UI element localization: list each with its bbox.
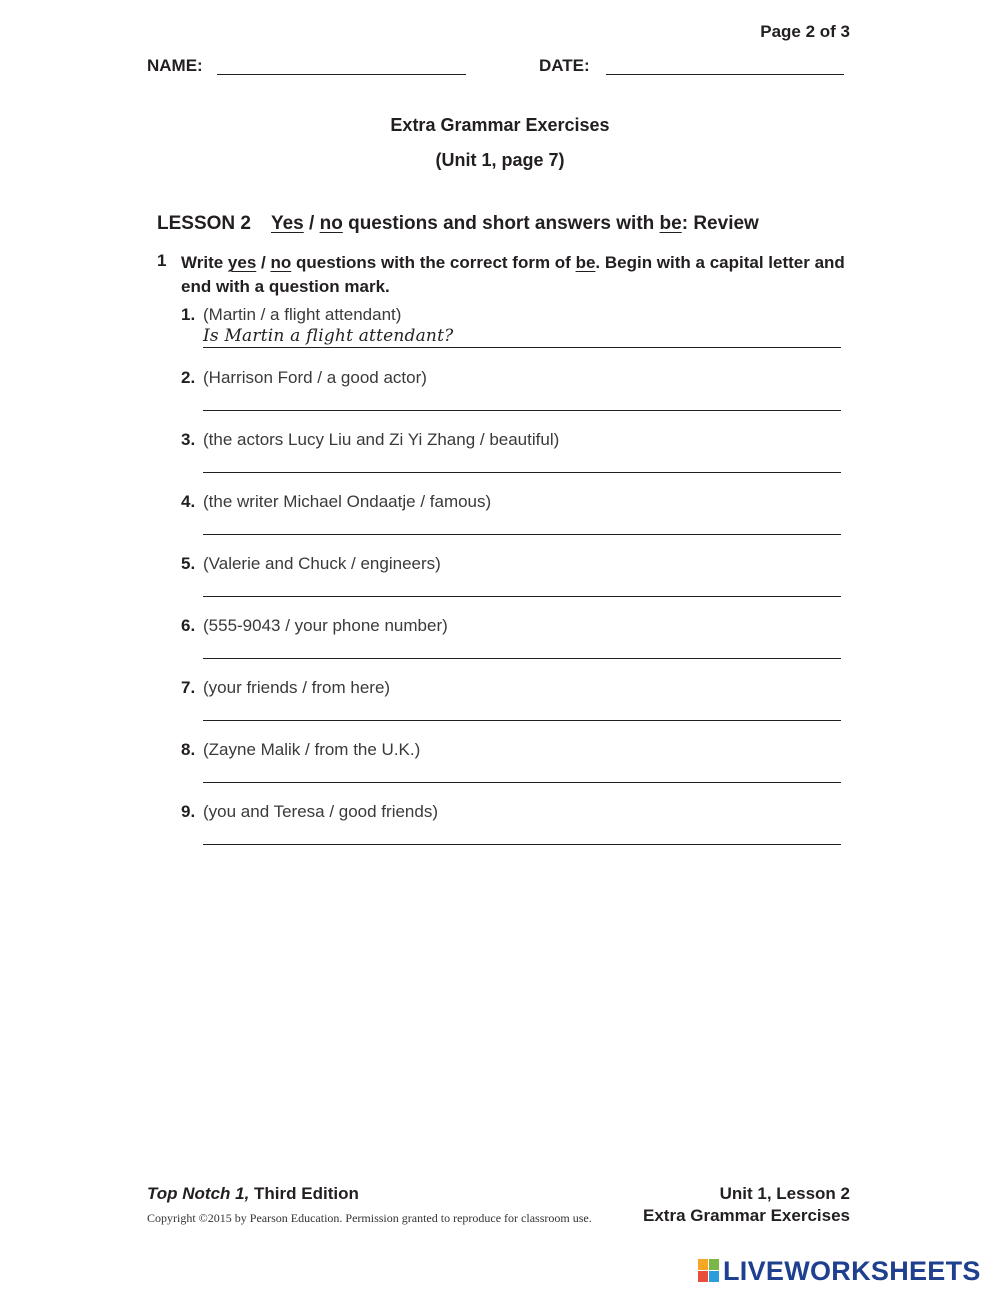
- answer-field[interactable]: [203, 347, 841, 348]
- instr-text-1: Write: [181, 253, 228, 272]
- exercise-item-9: [181, 802, 841, 864]
- lesson-heading-no: no: [319, 213, 343, 234]
- liveworksheets-blocks-icon: [698, 1259, 720, 1283]
- exercise-item-8: [181, 740, 841, 802]
- answer-field[interactable]: [203, 596, 841, 597]
- date-field[interactable]: [606, 74, 844, 75]
- page-title: Extra Grammar Exercises: [390, 115, 610, 135]
- exercise-item-6: [181, 616, 841, 678]
- footer-copyright: Copyright ©2015 by Pearson Education. Permission granted to reproduce for classroom use.: [147, 1211, 592, 1225]
- item-number: 6.: [181, 616, 196, 635]
- answer-field[interactable]: [203, 410, 841, 411]
- item-number: 4.: [181, 492, 196, 511]
- footer-unit-lesson: Unit 1, Lesson 2: [719, 1184, 850, 1203]
- lesson-heading: [157, 213, 759, 235]
- lesson-heading-sep: /: [303, 213, 320, 234]
- exercise-item-3: [181, 430, 841, 492]
- exercise-item-2: [181, 368, 841, 430]
- instr-text-3: questions with the correct form of: [291, 253, 576, 272]
- book-title: Top Notch 1,: [147, 1184, 250, 1203]
- item-prompt: (Zayne Malik / from the U.K.): [203, 740, 421, 759]
- exercise-instructions: [181, 251, 856, 299]
- item-prompt: (Martin / a flight attendant): [203, 305, 402, 324]
- item-prompt: (your friends / from here): [203, 678, 391, 697]
- answer-field[interactable]: [203, 472, 841, 473]
- name-label: NAME:: [147, 56, 203, 75]
- answer-field[interactable]: [203, 782, 841, 783]
- item-prompt: (555-9043 / your phone number): [203, 616, 448, 635]
- date-label: DATE:: [539, 56, 590, 75]
- item-prompt: (Harrison Ford / a good actor): [203, 368, 427, 387]
- item-answer-text: Is Martin a flight attendant?: [203, 326, 454, 346]
- exercise-item-4: [181, 492, 841, 554]
- item-prompt: (the actors Lucy Liu and Zi Yi Zhang / beautiful): [203, 430, 560, 449]
- answer-field[interactable]: [203, 720, 841, 721]
- exercise-item-5: [181, 554, 841, 616]
- lesson-heading-yes: Yes: [270, 213, 304, 234]
- liveworksheets-logo[interactable]: [698, 1256, 981, 1286]
- item-number: 2.: [181, 368, 196, 387]
- item-number: 8.: [181, 740, 196, 759]
- liveworksheets-wordmark: LIVEWORKSHEETS: [723, 1255, 981, 1286]
- instr-yes: yes: [227, 253, 257, 272]
- instr-text-4: . Begin with a capital letter and end with a question mark.: [181, 253, 845, 296]
- instr-text-2: /: [256, 253, 271, 272]
- footer-section: Extra Grammar Exercises: [643, 1206, 850, 1225]
- answer-field[interactable]: [203, 658, 841, 659]
- book-edition: Third Edition: [249, 1184, 359, 1203]
- item-prompt: (the writer Michael Ondaatje / famous): [203, 492, 492, 511]
- name-field[interactable]: [217, 74, 466, 75]
- lesson-heading-end: : Review: [681, 213, 759, 234]
- lesson-heading-middle: questions and short answers with: [342, 213, 660, 234]
- footer-book-title: [147, 1184, 359, 1204]
- item-number: 5.: [181, 554, 196, 573]
- instr-be: be: [575, 253, 596, 272]
- exercise-item-7: [181, 678, 841, 740]
- item-number: 3.: [181, 430, 196, 449]
- exercise-item-1: [181, 305, 841, 367]
- page-indicator: Page 2 of 3: [760, 22, 850, 41]
- instr-no: no: [270, 253, 292, 272]
- page-subtitle: (Unit 1, page 7): [435, 150, 565, 170]
- item-prompt: (you and Teresa / good friends): [203, 802, 438, 821]
- lesson-label: LESSON 2: [157, 213, 251, 234]
- item-number: 1.: [181, 305, 196, 324]
- lesson-heading-be: be: [659, 213, 682, 234]
- item-prompt: (Valerie and Chuck / engineers): [203, 554, 441, 573]
- exercise-number: 1: [157, 251, 167, 270]
- item-number: 9.: [181, 802, 196, 821]
- item-number: 7.: [181, 678, 196, 697]
- answer-field[interactable]: [203, 844, 841, 845]
- answer-field[interactable]: [203, 534, 841, 535]
